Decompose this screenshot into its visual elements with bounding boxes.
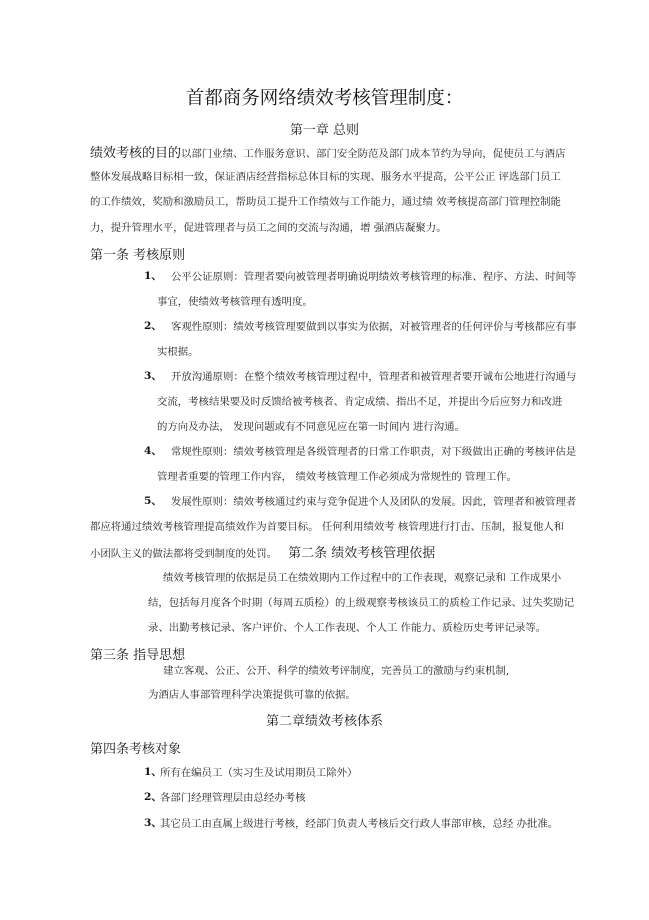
principle-5-number: 5、 [144, 495, 162, 507]
target-2-text: 各部门经理管理层由总经办考核 [160, 792, 306, 804]
principle-1-line-2: 事宜，使绩效考核管理有透明度。 [157, 296, 313, 308]
article-two-line-2: 结，包括每月度各个时期（每周五质检）的上级观察考核该员工的质检工作记录、过失奖励记 [148, 597, 575, 609]
intro-line-2: 整体发展战略目标相一致，保证酒店经营指标总体目标的实现、服务水平提高，公平公正 评选部门员工 [90, 171, 561, 183]
target-3-number: 3、 [144, 817, 162, 829]
principle-1-line-1: 公平公证原则：管理者要向被管理者明确说明绩效考核管理的标准、程序、方法、时间等 [171, 271, 577, 283]
principle-4-line-2: 管理者重要的管理工作内容， 绩效考核管理工作必须成为常规性的 管理工作。 [157, 471, 517, 483]
principle-5-text-3: 小团队主义的做法都将受到制度的处罚。 [90, 548, 278, 560]
principle-3-line-3: 的方向及办法， 发现问题或有不同意见应在第一时间内 进行沟通。 [157, 421, 465, 433]
document-title: 首都商务网络绩效考核管理制度： [185, 88, 464, 109]
principle-5-line-1: 发展性原则：绩效考核通过约束与竞争促进个人及团队的发展。因此，管理者和被管理者 [171, 496, 577, 508]
principle-5-line-3 [90, 542, 435, 561]
article-three-line-1: 建立客观、公正、公开、科学的绩效考评制度，完善员工的激励与约束机制, [163, 665, 510, 677]
article-two-line-3: 录、出勤考核记录、客户评价、个人工作表现、个人工 作能力、质检历史考评记录等。 [148, 622, 547, 634]
article-one-heading: 第一条 考核原则 [90, 248, 186, 263]
principle-4-line-1: 常规性原则：绩效考核管理是各级管理者的日常工作职责，对下级做出正确的考核评估是 [171, 446, 577, 458]
target-3-text: 其它员工由直属上级进行考核，经部门负责人考核后交行政人事部审核，总经 办批准。 [160, 818, 559, 830]
principle-4-number: 4、 [144, 445, 162, 457]
intro-line-1 [90, 142, 565, 161]
article-four-heading: 第四条考核对象 [90, 742, 182, 757]
intro-line-4: 力，提升管理水平，促进管理者与员工之间的交流与沟通，增 强酒店凝聚力。 [90, 222, 447, 234]
principle-3-line-2: 交流，考核结果要及时反馈给被考核者、肯定成绩、指出不足，并提出今后应努力和改进 [157, 396, 563, 408]
principle-3-number: 3、 [144, 370, 162, 382]
chapter-one-heading: 第一章 总则 [289, 123, 360, 138]
principle-1-number: 1、 [144, 270, 162, 282]
principle-2-line-1: 客观性原则：绩效考核管理要做到以事实为依据，对被管理者的任何评价与考核都应有事 [171, 321, 577, 333]
principle-5-line-2: 都应将通过绩效考核管理提高绩效作为首要目标。 任何利用绩效考 核管理进行打击、压制，报复他人和 [90, 521, 565, 533]
principle-2-number: 2、 [144, 320, 162, 332]
chapter-two-heading: 第二章绩效考核体系 [265, 714, 383, 729]
target-2-number: 2、 [144, 791, 162, 803]
principle-3-line-1: 开放沟通原则：在整个绩效考核管理过程中，管理者和被管理者要开诚布公地进行沟通与 [171, 371, 577, 383]
intro-lead: 绩效考核的目的 [90, 146, 182, 161]
principle-2-line-2: 实根据。 [157, 346, 199, 358]
article-two-line-1: 绩效考核管理的依据是员工在绩效期内工作过程中的工作表现，观察记录和 工作成果小 [163, 572, 562, 584]
target-1-number: 1、 [144, 766, 162, 778]
target-1-text: 所有在编员工（实习生及试用期员工除外） [160, 767, 358, 779]
intro-line-3: 的工作绩效，奖励和激励员工，帮助员工提升工作绩效与工作能力，通过绩 效考核提高部门管理控制能 [90, 196, 561, 208]
article-three-line-2: 为酒店人事部管理科学决策提供可靠的依据。 [148, 689, 356, 701]
article-two-heading: 第二条 绩效考核管理依据 [288, 546, 436, 561]
article-three-heading: 第三条 指导思想 [90, 648, 186, 663]
intro-text-1: 以部门业绩、工作服务意识、部门安全防范及部门成本节约为导向，促使员工与酒店 [181, 148, 566, 160]
